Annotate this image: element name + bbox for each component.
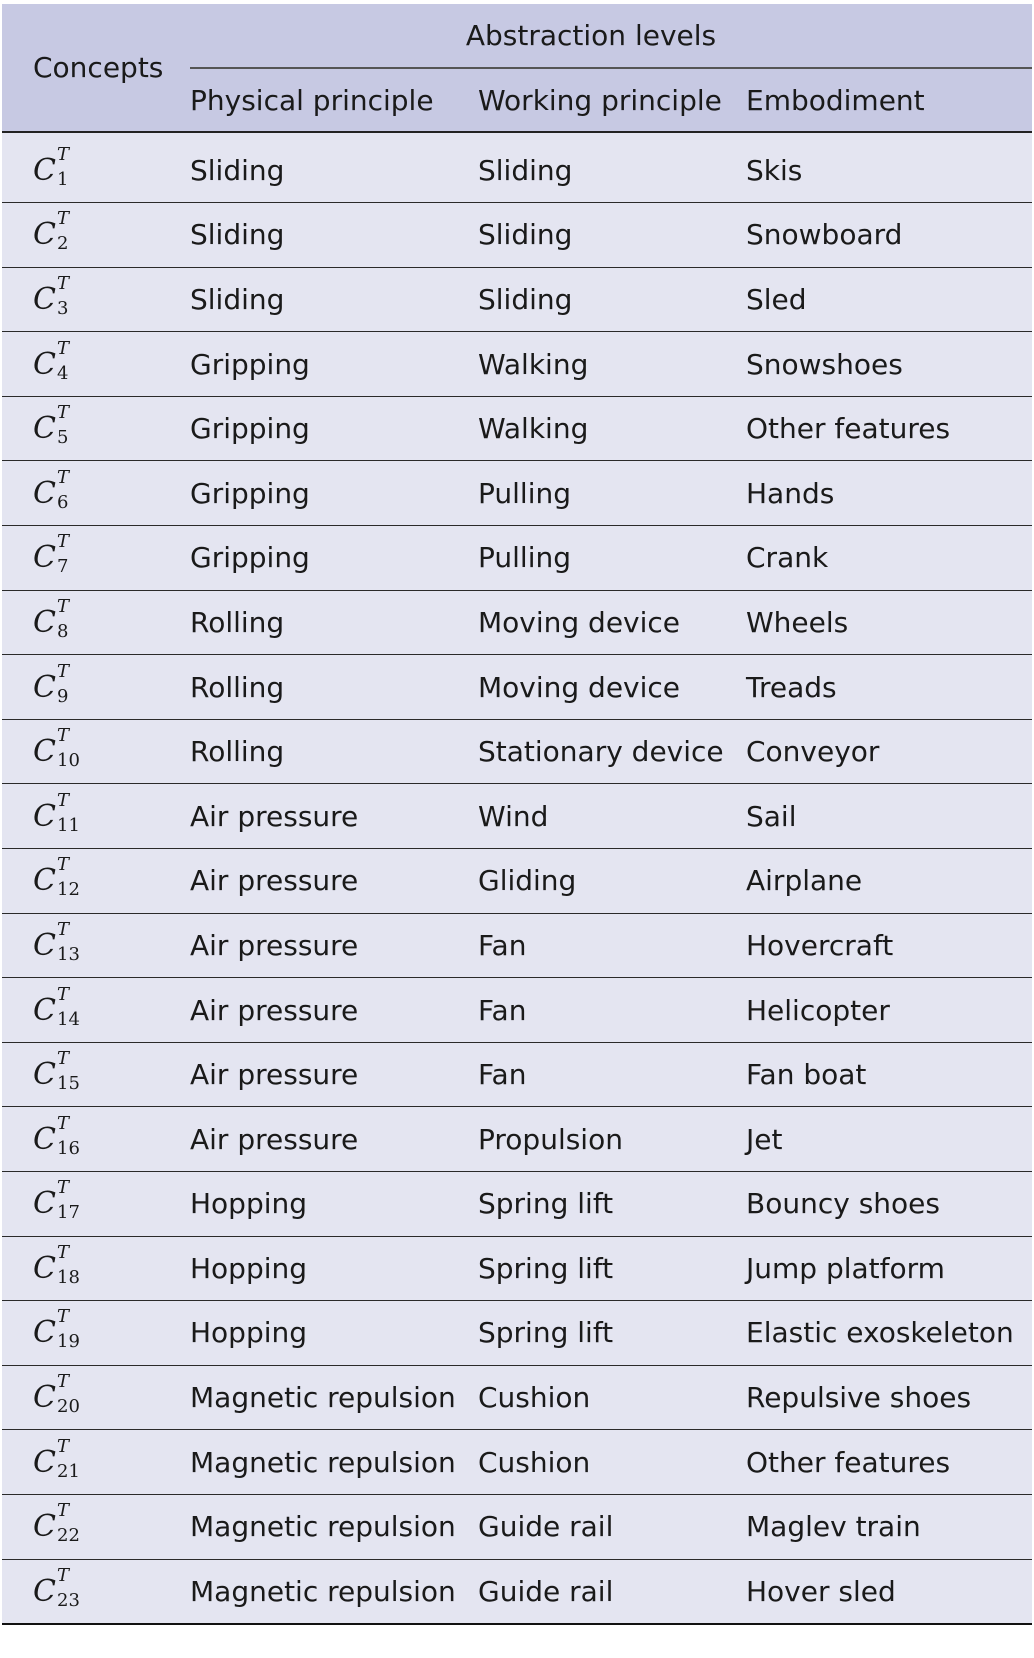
header-working-principle: Working principle (478, 68, 746, 132)
concept-symbol-base: C (33, 1444, 56, 1480)
concept-symbol-subscript: 5 (57, 427, 69, 449)
physical-principle-cell: Sliding (190, 203, 478, 268)
concept-cell (2, 849, 190, 914)
concept-symbol-subscript: 2 (57, 233, 69, 255)
embodiment-cell: Helicopter (746, 978, 1032, 1043)
concept-symbol-superscript: T (57, 1306, 70, 1328)
header-row-group (2, 4, 1032, 68)
concept-symbol-subscript: 4 (57, 362, 69, 384)
table-row (2, 1172, 1032, 1237)
physical-principle-cell: Magnetic repulsion (190, 1365, 478, 1430)
working-principle-cell: Sliding (478, 203, 746, 268)
concept-symbol-base: C (33, 1573, 56, 1609)
concept-symbol-superscript: T (57, 660, 70, 682)
concept-cell (2, 1236, 190, 1301)
embodiment-cell: Hover sled (746, 1559, 1032, 1624)
concept-cell (2, 203, 190, 268)
concept-symbol-superscript: T (57, 1177, 70, 1199)
concept-symbol-subscript: 15 (57, 1073, 80, 1095)
concept-symbol (33, 1306, 80, 1353)
physical-principle-cell: Air pressure (190, 978, 478, 1043)
concept-symbol (33, 595, 70, 642)
table-row (2, 1494, 1032, 1559)
concept-symbol-subscript: 11 (57, 814, 80, 836)
working-principle-cell: Moving device (478, 655, 746, 720)
concept-symbol-subscript: 22 (57, 1525, 80, 1547)
concept-symbol-superscript: T (57, 918, 70, 940)
concept-cell (2, 784, 190, 849)
embodiment-cell: Bouncy shoes (746, 1172, 1032, 1237)
concept-symbol-base: C (33, 1509, 56, 1545)
concept-symbol (33, 1564, 80, 1611)
header-embodiment: Embodiment (746, 68, 1032, 132)
concept-symbol-subscript: 16 (57, 1137, 80, 1159)
physical-principle-cell: Magnetic repulsion (190, 1494, 478, 1559)
embodiment-cell: Skis (746, 138, 1032, 203)
concept-symbol-superscript: T (57, 531, 70, 553)
working-principle-cell: Gliding (478, 849, 746, 914)
table-row (2, 1301, 1032, 1366)
concept-symbol-superscript: T (57, 983, 70, 1005)
concept-symbol-superscript: T (57, 466, 70, 488)
concept-symbol (33, 1177, 80, 1224)
concept-symbol (33, 1435, 80, 1482)
concept-cell (2, 978, 190, 1043)
working-principle-cell: Spring lift (478, 1172, 746, 1237)
concept-symbol-base: C (33, 1250, 56, 1286)
working-principle-cell: Walking (478, 396, 746, 461)
concept-symbol-superscript: T (57, 854, 70, 876)
physical-principle-cell: Air pressure (190, 1042, 478, 1107)
working-principle-cell: Sliding (478, 267, 746, 332)
working-principle-cell: Propulsion (478, 1107, 746, 1172)
concept-symbol (33, 466, 70, 513)
physical-principle-cell: Hopping (190, 1172, 478, 1237)
concept-cell (2, 1042, 190, 1107)
concept-cell (2, 1172, 190, 1237)
physical-principle-cell: Sliding (190, 267, 478, 332)
concept-symbol-superscript: T (57, 789, 70, 811)
concept-cell (2, 461, 190, 526)
working-principle-cell: Fan (478, 978, 746, 1043)
working-principle-cell: Fan (478, 1042, 746, 1107)
table-row (2, 1430, 1032, 1495)
table-row (2, 138, 1032, 203)
concept-cell (2, 1430, 190, 1495)
concept-symbol-subscript: 13 (57, 943, 80, 965)
concept-symbol (33, 1048, 80, 1095)
embodiment-cell: Fan boat (746, 1042, 1032, 1107)
concept-symbol-superscript: T (57, 143, 70, 165)
physical-principle-cell: Magnetic repulsion (190, 1430, 478, 1495)
working-principle-cell: Pulling (478, 461, 746, 526)
header-abstraction-levels-label: Abstraction levels (465, 19, 717, 52)
physical-principle-cell: Gripping (190, 461, 478, 526)
table-row (2, 267, 1032, 332)
working-principle-cell: Fan (478, 913, 746, 978)
concept-symbol (33, 1112, 80, 1159)
concept-cell (2, 655, 190, 720)
concept-symbol-base: C (33, 1057, 56, 1093)
working-principle-cell: Stationary device (478, 719, 746, 784)
table-row (2, 655, 1032, 720)
concept-symbol-base: C (33, 346, 56, 382)
table-body (2, 132, 1032, 1624)
concept-cell (2, 1494, 190, 1559)
concept-symbol (33, 402, 70, 449)
concept-symbol (33, 208, 70, 255)
working-principle-cell: Spring lift (478, 1236, 746, 1301)
concept-symbol-subscript: 1 (57, 168, 69, 190)
concept-symbol-superscript: T (57, 1435, 70, 1457)
embodiment-cell: Other features (746, 396, 1032, 461)
concept-symbol-base: C (33, 863, 56, 899)
concept-symbol (33, 918, 80, 965)
concept-cell (2, 719, 190, 784)
concept-symbol-base: C (33, 734, 56, 770)
concept-symbol-base: C (33, 669, 56, 705)
concept-symbol-superscript: T (57, 1048, 70, 1070)
concept-symbol-subscript: 23 (57, 1589, 80, 1611)
table-row (2, 461, 1032, 526)
concept-symbol-subscript: 10 (57, 750, 80, 772)
working-principle-cell: Pulling (478, 526, 746, 591)
concept-symbol-subscript: 9 (57, 685, 69, 707)
concept-symbol-superscript: T (57, 1500, 70, 1522)
concepts-table (2, 4, 1032, 1625)
physical-principle-cell: Air pressure (190, 1107, 478, 1172)
concept-symbol-base: C (33, 152, 56, 188)
concept-symbol-base: C (33, 475, 56, 511)
concept-symbol-subscript: 8 (57, 620, 69, 642)
table-row (2, 1236, 1032, 1301)
table-row (2, 719, 1032, 784)
physical-principle-cell: Hopping (190, 1301, 478, 1366)
concept-symbol-superscript: T (57, 337, 70, 359)
table-row (2, 784, 1032, 849)
concept-symbol-subscript: 17 (57, 1202, 80, 1224)
physical-principle-cell: Rolling (190, 719, 478, 784)
concept-symbol-base: C (33, 1186, 56, 1222)
embodiment-cell: Snowboard (746, 203, 1032, 268)
working-principle-cell: Sliding (478, 138, 746, 203)
concept-symbol-subscript: 6 (57, 491, 69, 513)
embodiment-cell: Airplane (746, 849, 1032, 914)
concept-symbol (33, 531, 70, 578)
concept-cell (2, 138, 190, 203)
header-concepts: Concepts (2, 4, 190, 132)
concept-symbol-base: C (33, 281, 56, 317)
embodiment-cell: Treads (746, 655, 1032, 720)
physical-principle-cell: Magnetic repulsion (190, 1559, 478, 1624)
table-row (2, 203, 1032, 268)
concept-symbol-superscript: T (57, 272, 70, 294)
concepts-table-container (2, 4, 1032, 1625)
embodiment-cell: Jump platform (746, 1236, 1032, 1301)
physical-principle-cell: Hopping (190, 1236, 478, 1301)
table-row (2, 913, 1032, 978)
table-row (2, 1365, 1032, 1430)
header-abstraction-levels (190, 4, 1032, 68)
concept-cell (2, 332, 190, 397)
table-row (2, 978, 1032, 1043)
embodiment-cell: Snowshoes (746, 332, 1032, 397)
embodiment-cell: Sled (746, 267, 1032, 332)
concept-symbol-superscript: T (57, 1241, 70, 1263)
concept-symbol-base: C (33, 1380, 56, 1416)
concept-symbol-base: C (33, 411, 56, 447)
concept-cell (2, 913, 190, 978)
embodiment-cell: Jet (746, 1107, 1032, 1172)
working-principle-cell: Wind (478, 784, 746, 849)
concept-symbol-superscript: T (57, 595, 70, 617)
concept-symbol (33, 983, 80, 1030)
concept-symbol-superscript: T (57, 1112, 70, 1134)
concept-symbol (33, 660, 70, 707)
concept-symbol (33, 337, 70, 384)
concept-symbol-subscript: 3 (57, 297, 69, 319)
working-principle-cell: Moving device (478, 590, 746, 655)
table-row (2, 332, 1032, 397)
concept-symbol (33, 854, 80, 901)
embodiment-cell: Maglev train (746, 1494, 1032, 1559)
physical-principle-cell: Rolling (190, 590, 478, 655)
embodiment-cell: Repulsive shoes (746, 1365, 1032, 1430)
concept-symbol-superscript: T (57, 1564, 70, 1586)
concept-symbol (33, 1500, 80, 1547)
embodiment-cell: Sail (746, 784, 1032, 849)
table-row (2, 396, 1032, 461)
physical-principle-cell: Gripping (190, 332, 478, 397)
concept-symbol (33, 789, 80, 836)
embodiment-cell: Wheels (746, 590, 1032, 655)
concept-symbol (33, 143, 70, 190)
concept-symbol-subscript: 20 (57, 1396, 80, 1418)
table-row (2, 1042, 1032, 1107)
concept-cell (2, 1301, 190, 1366)
concept-cell (2, 267, 190, 332)
concept-symbol-superscript: T (57, 402, 70, 424)
concept-symbol-subscript: 7 (57, 556, 69, 578)
working-principle-cell: Cushion (478, 1430, 746, 1495)
concept-symbol-subscript: 14 (57, 1008, 80, 1030)
concept-symbol-superscript: T (57, 1371, 70, 1393)
concept-symbol-base: C (33, 992, 56, 1028)
embodiment-cell: Elastic exoskeleton (746, 1301, 1032, 1366)
physical-principle-cell: Gripping (190, 396, 478, 461)
physical-principle-cell: Air pressure (190, 784, 478, 849)
concept-symbol (33, 272, 70, 319)
concept-symbol-subscript: 21 (57, 1460, 80, 1482)
embodiment-cell: Hands (746, 461, 1032, 526)
concept-symbol-subscript: 18 (57, 1266, 80, 1288)
embodiment-cell: Crank (746, 526, 1032, 591)
working-principle-cell: Walking (478, 332, 746, 397)
concept-cell (2, 526, 190, 591)
working-principle-cell: Guide rail (478, 1494, 746, 1559)
embodiment-cell: Hovercraft (746, 913, 1032, 978)
table-row (2, 526, 1032, 591)
concept-symbol-base: C (33, 217, 56, 253)
concept-symbol-base: C (33, 927, 56, 963)
concept-cell (2, 590, 190, 655)
concept-symbol (33, 725, 80, 772)
table-row (2, 1107, 1032, 1172)
table-row (2, 849, 1032, 914)
working-principle-cell: Cushion (478, 1365, 746, 1430)
concept-symbol-superscript: T (57, 725, 70, 747)
concept-symbol-subscript: 12 (57, 879, 80, 901)
working-principle-cell: Spring lift (478, 1301, 746, 1366)
physical-principle-cell: Sliding (190, 138, 478, 203)
embodiment-cell: Conveyor (746, 719, 1032, 784)
concept-cell (2, 1107, 190, 1172)
working-principle-cell: Guide rail (478, 1559, 746, 1624)
concept-symbol-base: C (33, 540, 56, 576)
physical-principle-cell: Gripping (190, 526, 478, 591)
physical-principle-cell: Air pressure (190, 849, 478, 914)
concept-cell (2, 1559, 190, 1624)
table-row (2, 1559, 1032, 1624)
table-header (2, 4, 1032, 132)
concept-symbol (33, 1371, 80, 1418)
physical-principle-cell: Air pressure (190, 913, 478, 978)
concept-symbol-base: C (33, 604, 56, 640)
concept-symbol-base: C (33, 798, 56, 834)
concept-symbol (33, 1241, 80, 1288)
embodiment-cell: Other features (746, 1430, 1032, 1495)
concept-symbol-superscript: T (57, 208, 70, 230)
physical-principle-cell: Rolling (190, 655, 478, 720)
concept-cell (2, 396, 190, 461)
concept-symbol-subscript: 19 (57, 1331, 80, 1353)
table-row (2, 590, 1032, 655)
concept-cell (2, 1365, 190, 1430)
concept-symbol-base: C (33, 1315, 56, 1351)
header-physical-principle: Physical principle (190, 68, 478, 132)
concept-symbol-base: C (33, 1121, 56, 1157)
